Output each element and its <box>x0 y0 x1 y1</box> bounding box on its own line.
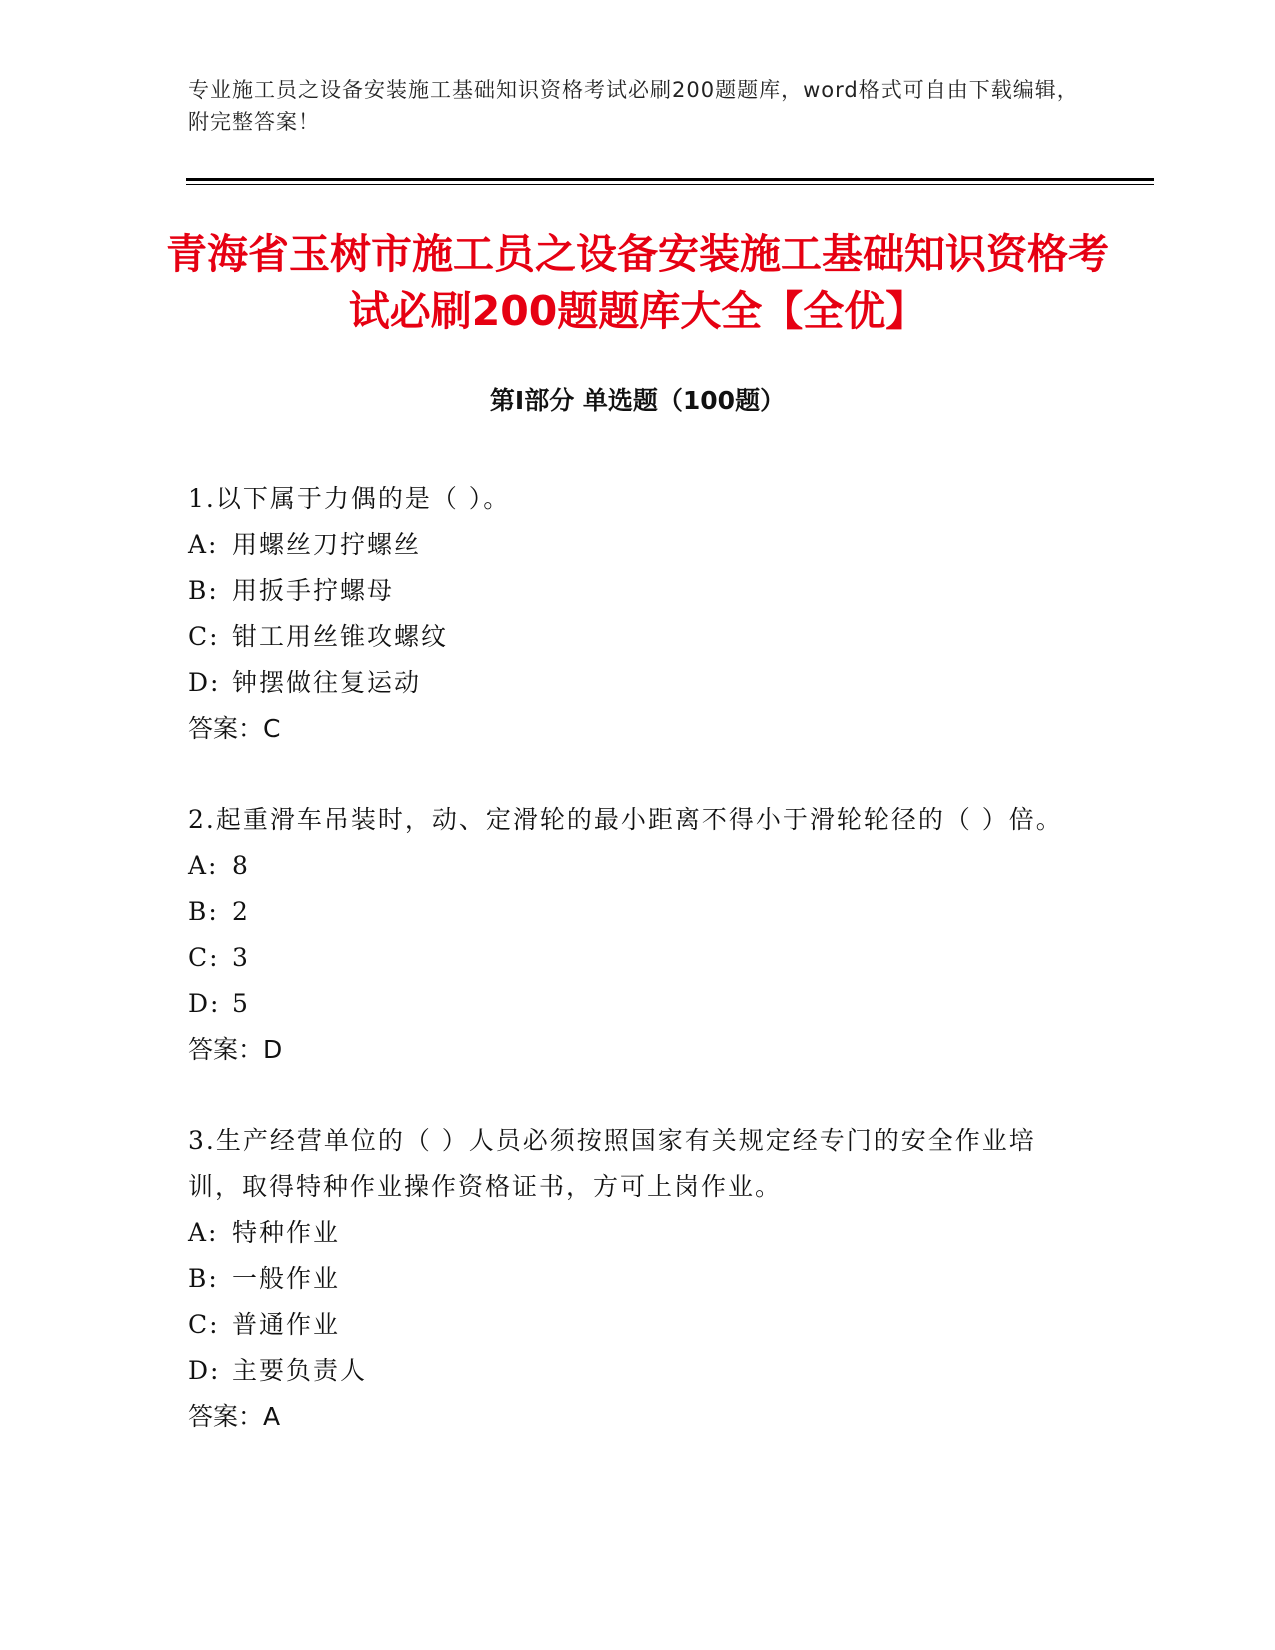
option-text: 特种作业 <box>232 1218 341 1247</box>
answer: 答案：A <box>188 1402 281 1431</box>
header-divider-thick <box>186 178 1154 181</box>
option-text: 钟摆做往复运动 <box>232 668 422 697</box>
question-list <box>188 476 1078 1485</box>
option-text: 普通作业 <box>232 1310 341 1339</box>
option-key: C: <box>188 622 220 651</box>
option-c <box>188 935 1078 981</box>
option-text: 8 <box>232 851 250 880</box>
option-text: 用扳手拧螺母 <box>232 576 395 605</box>
option-text: 钳工用丝锥攻螺纹 <box>232 622 449 651</box>
option-key: D: <box>188 989 221 1018</box>
option-text: 一般作业 <box>232 1264 341 1293</box>
option-text: 2 <box>232 897 250 926</box>
option-text: 3 <box>232 943 250 972</box>
question-2 <box>188 797 1078 1073</box>
option-a <box>188 843 1078 889</box>
question-3 <box>188 1118 1078 1440</box>
option-key: B: <box>188 576 219 605</box>
option-b <box>188 568 1078 614</box>
option-text: 主要负责人 <box>232 1356 368 1385</box>
option-key: D: <box>188 1356 221 1385</box>
header-note: 专业施工员之设备安装施工基础知识资格考试必刷200题题库，word格式可自由下载编辑，附完整答案！ <box>188 78 1079 134</box>
option-text: 用螺丝刀拧螺丝 <box>232 530 422 559</box>
option-key: C: <box>188 943 220 972</box>
option-b <box>188 1256 1078 1302</box>
option-key: B: <box>188 897 219 926</box>
answer: 答案：C <box>188 714 281 743</box>
option-key: A: <box>188 530 219 559</box>
option-d <box>188 660 1078 706</box>
option-d <box>188 981 1078 1027</box>
question-stem: 2.起重滑车吊装时，动、定滑轮的最小距离不得小于滑轮轮径的（ ）倍。 <box>188 805 1063 834</box>
question-stem: 3.生产经营单位的（ ）人员必须按照国家有关规定经专门的安全作业培训，取得特种作业操作资格证书，方可上岗作业。 <box>188 1126 1036 1201</box>
option-c <box>188 1302 1078 1348</box>
document-title: 青海省玉树市施工员之设备安装施工基础知识资格考试必刷200题题库大全【全优】 <box>166 230 1109 335</box>
option-key: D: <box>188 668 221 697</box>
section-title: 第Ⅰ部分 单选题（100题） <box>489 386 786 415</box>
answer: 答案：D <box>188 1035 283 1064</box>
question-1 <box>188 476 1078 752</box>
option-b <box>188 889 1078 935</box>
option-d <box>188 1348 1078 1394</box>
option-c <box>188 614 1078 660</box>
option-a <box>188 522 1078 568</box>
option-key: B: <box>188 1264 219 1293</box>
header-divider-thin <box>186 184 1154 185</box>
question-stem: 1.以下属于力偶的是（ ）。 <box>188 484 511 513</box>
option-key: C: <box>188 1310 220 1339</box>
option-a <box>188 1210 1078 1256</box>
option-key: A: <box>188 851 219 880</box>
option-key: A: <box>188 1218 219 1247</box>
option-text: 5 <box>232 989 250 1018</box>
